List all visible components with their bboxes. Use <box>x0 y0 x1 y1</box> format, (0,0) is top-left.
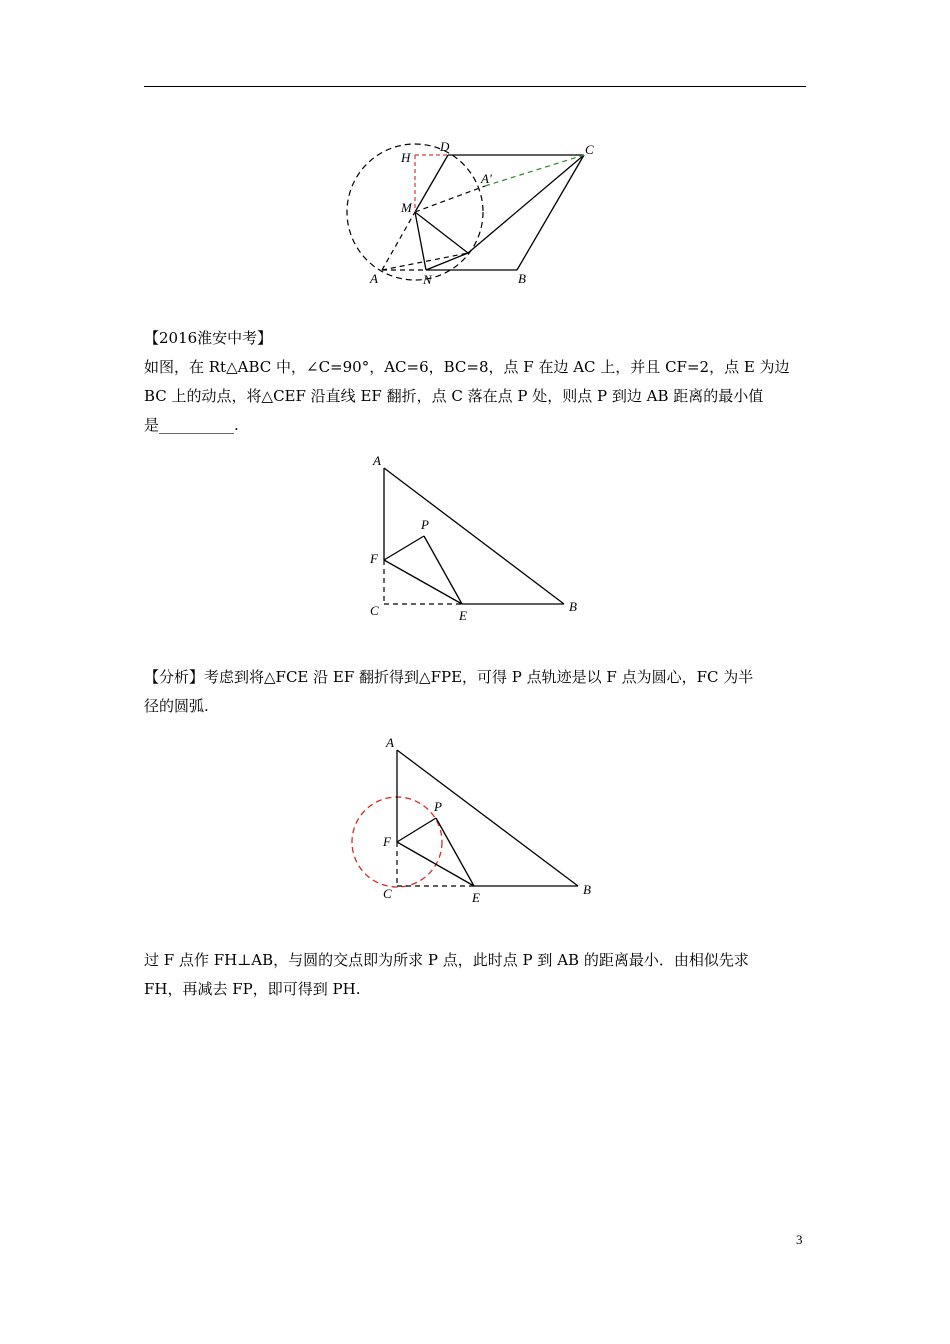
fig3-label-F: F <box>383 834 391 849</box>
problem-source: 【2016淮安中考】 <box>144 329 273 347</box>
analysis-line-2: 径的圆弧. <box>144 697 209 715</box>
conclusion-text <box>144 946 806 1004</box>
fig3-label-B: B <box>583 882 591 897</box>
fig1-label-M: M <box>401 200 412 215</box>
fig1-label-H: H <box>401 150 411 165</box>
fig2-label-F: F <box>370 551 378 566</box>
fig1-label-N: N <box>423 272 432 287</box>
conclusion-line-2: FH，再减去 FP，即可得到 PH. <box>144 980 361 998</box>
fig1-label-B: B <box>518 271 526 286</box>
analysis-text <box>144 663 806 721</box>
fig1-label-A-prime: A' <box>481 171 492 186</box>
fig3-label-C: C <box>383 886 392 901</box>
problem-line-3: 是__________. <box>144 416 239 434</box>
fig2-label-A: A <box>373 453 381 468</box>
problem-line-1: 如图，在 Rt△ABC 中，∠C=90°，AC=6，BC=8，点 F 在边 AC 上，并且 CF=2，点 E 为边 <box>144 358 790 376</box>
fig1-label-A: A <box>370 271 378 286</box>
problem-line-2: BC 上的动点，将△CEF 沿直线 EF 翻折，点 C 落在点 P 处，则点 P 到边 AB 距离的最小值 <box>144 387 764 405</box>
fig3-label-E: E <box>472 890 480 905</box>
fig2-label-P: P <box>421 517 429 532</box>
figure-2-diagram <box>364 450 594 628</box>
header-rule <box>144 86 806 87</box>
figure-1-diagram <box>340 136 610 292</box>
figure-1 <box>340 136 610 292</box>
figure-3 <box>340 732 604 910</box>
page-number: 3 <box>796 1232 803 1247</box>
fig3-label-P: P <box>434 799 442 814</box>
fig1-label-C: C <box>585 142 594 157</box>
conclusion-line-1: 过 F 点作 FH⊥AB，与圆的交点即为所求 P 点，此时点 P 到 AB 的距离最小．由相似先求 <box>144 951 749 969</box>
figure-2 <box>364 450 594 628</box>
analysis-line-1: 【分析】考虑到将△FCE 沿 EF 翻折得到△FPE，可得 P 点轨迹是以 F 点为圆心，FC 为半 <box>144 668 754 686</box>
fig3-label-A: A <box>386 735 394 750</box>
fig2-label-B: B <box>569 599 577 614</box>
fig2-label-E: E <box>459 608 467 623</box>
fig1-label-D: D <box>440 139 450 154</box>
fig2-label-C: C <box>370 603 379 618</box>
problem-text <box>144 353 806 440</box>
figure-3-diagram <box>340 732 604 910</box>
